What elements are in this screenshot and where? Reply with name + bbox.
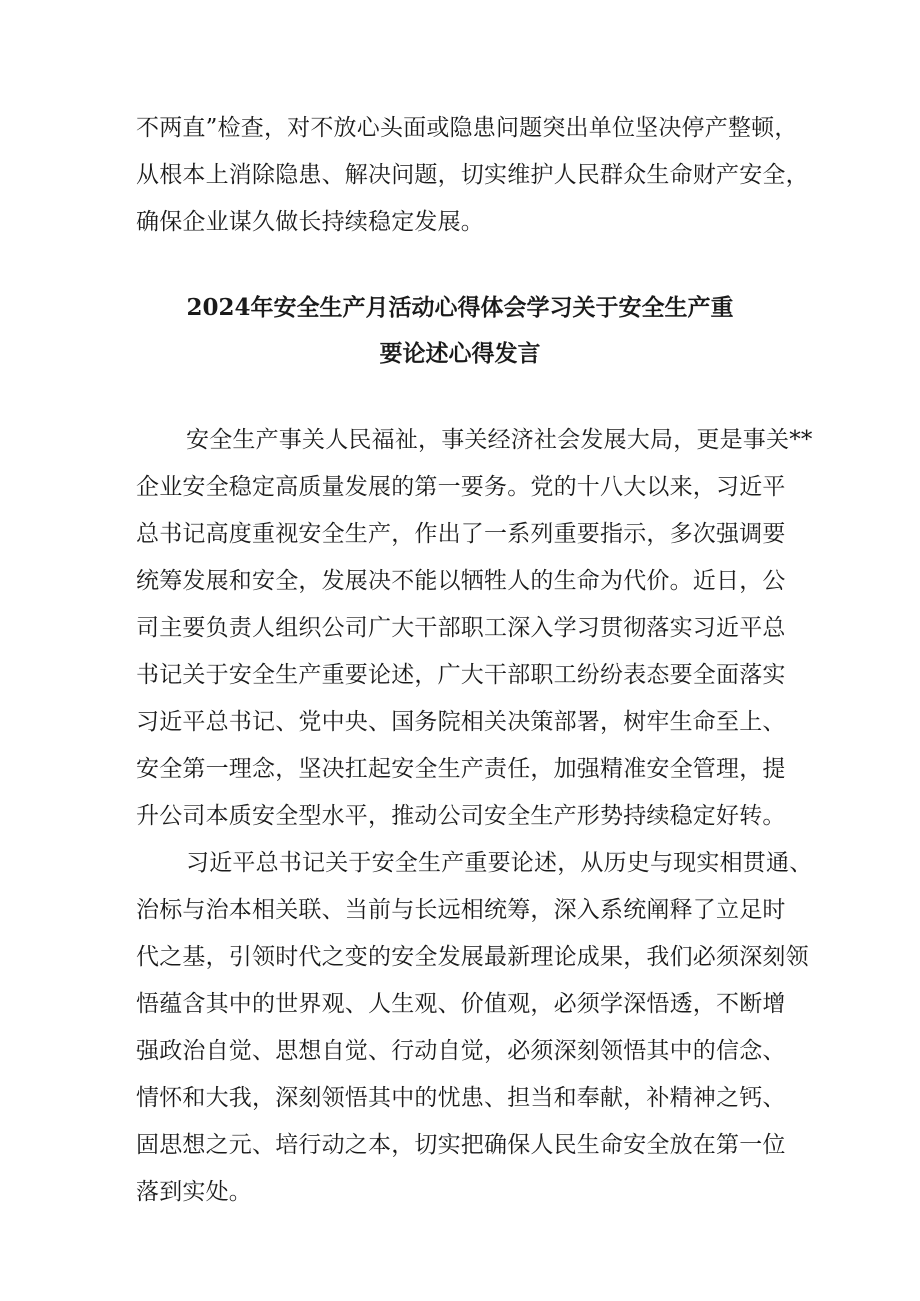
- continuation-line-3: 确保企业谋久做长持续稳定发展。: [136, 209, 484, 235]
- paragraph1-line-1: 安全生产事关人民福祉，事关经济社会发展大局，更是事关**: [186, 427, 813, 453]
- paragraph2-line-3: 代之基，引领时代之变的安全发展最新理论成果，我们必须深刻领: [136, 944, 809, 970]
- paragraph1-line-8: 安全第一理念，坚决扛起安全生产责任，加强精准安全管理，提: [136, 756, 786, 782]
- paragraph2-line-7: 固思想之元、培行动之本，切实把确保人民生命安全放在第一位: [136, 1132, 786, 1158]
- paragraph2-line-8: 落到实处。: [136, 1179, 252, 1205]
- paragraph1-line-7: 习近平总书记、党中央、国务院相关决策部署，树牢生命至上、: [136, 709, 786, 735]
- paragraph2-line-2: 治标与治本相关联、当前与长远相统筹，深入系统阐释了立足时: [136, 897, 786, 923]
- continuation-line-2: 从根本上消除隐患、解决问题，切实维护人民群众生命财产安全，: [136, 162, 809, 188]
- paragraph2-line-5: 强政治自觉、思想自觉、行动自觉，必须深刻领悟其中的信念、: [136, 1038, 786, 1064]
- paragraph2-line-6: 情怀和大我，深刻领悟其中的忧患、担当和奉献，补精神之钙、: [136, 1085, 786, 1111]
- article-title-line-1: 2024年安全生产月活动心得体会学习关于安全生产重: [186, 294, 734, 321]
- paragraph1-line-3: 总书记高度重视安全生产，作出了一系列重要指示，多次强调要: [136, 521, 786, 547]
- paragraph1-line-2: 企业安全稳定高质量发展的第一要务。党的十八大以来，习近平: [136, 474, 786, 500]
- continuation-line-1: 不两直”检查，对不放心头面或隐患问题突出单位坚决停产整顿，: [136, 115, 798, 141]
- paragraph1-line-9: 升公司本质安全型水平，推动公司安全生产形势持续稳定好转。: [136, 803, 786, 829]
- paragraph1-line-5: 司主要负责人组织公司广大干部职工深入学习贯彻落实习近平总: [136, 615, 786, 641]
- paragraph2-line-1: 习近平总书记关于安全生产重要论述，从历史与现实相贯通、: [186, 850, 813, 876]
- paragraph1-line-6: 书记关于安全生产重要论述，广大干部职工纷纷表态要全面落实: [136, 662, 786, 688]
- paragraph2-line-4: 悟蕴含其中的世界观、人生观、价值观，必须学深悟透，不断增: [136, 991, 786, 1017]
- article-title-line-2: 要论述心得发言: [379, 340, 541, 367]
- paragraph1-line-4: 统筹发展和安全，发展决不能以牺牲人的生命为代价。近日，公: [136, 568, 786, 594]
